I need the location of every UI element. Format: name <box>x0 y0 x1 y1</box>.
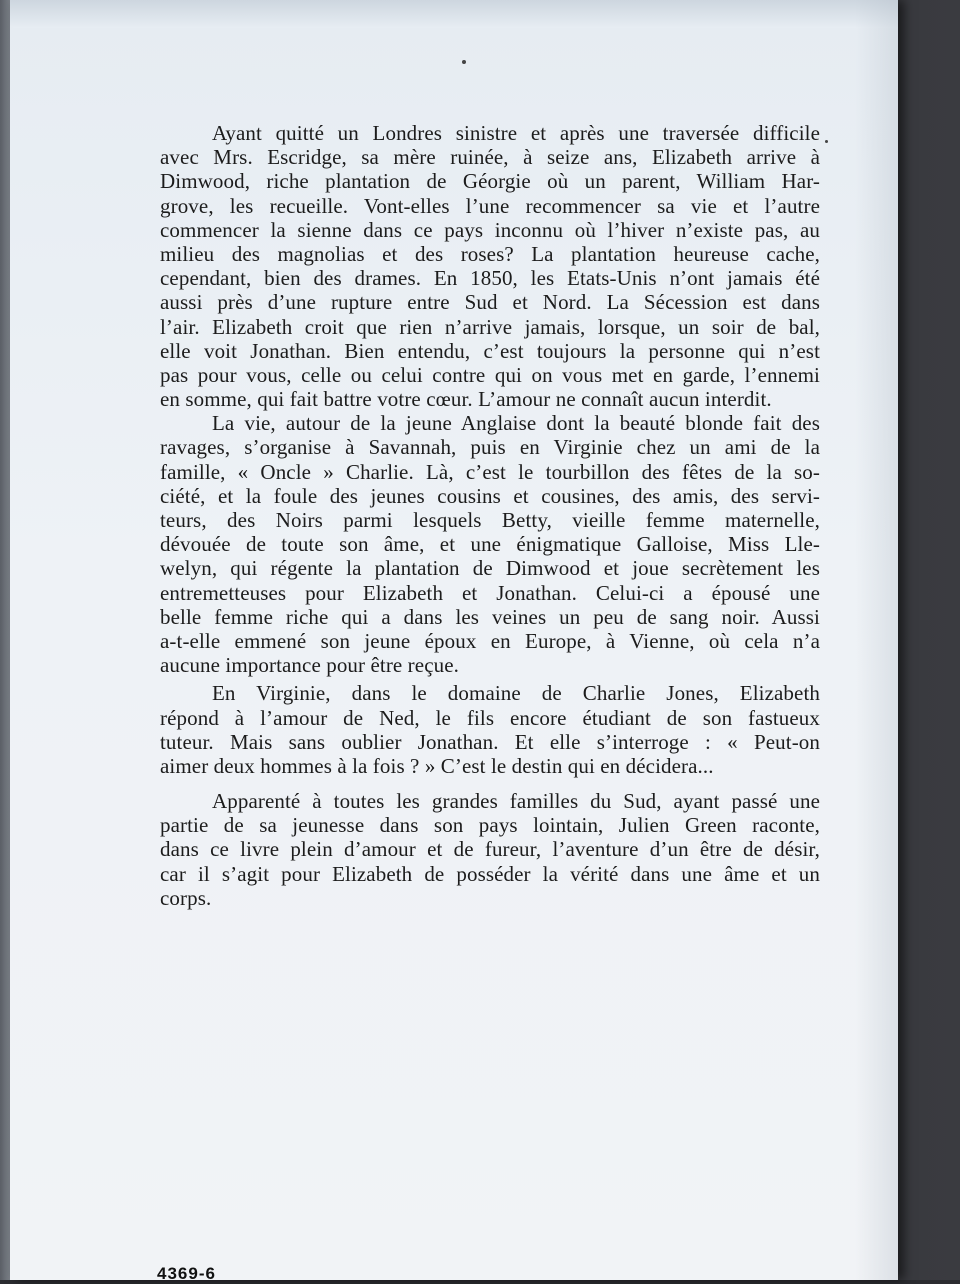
text-line: corps. <box>160 885 212 910</box>
text-line: en somme, qui fait battre votre cœur. L’amour ne connaît aucun interdit. <box>160 387 772 412</box>
isbn-fragment: 4369-6 <box>157 1264 216 1283</box>
text-line: l’air. Elizabeth croit que rien n’arrive jamais, lorsque, un soir de bal, <box>160 314 820 339</box>
text-line: teurs, des Noirs parmi lesquels Betty, vieille femme maternelle, <box>160 508 820 532</box>
blurb-text <box>160 121 820 910</box>
text-line: dévouée de toute son âme, et une énigmatique Galloise, Miss Lle- <box>160 532 820 557</box>
text-line: dans ce livre plein d’amour et de fureur, l’aventure d’un être de désir, <box>160 837 820 862</box>
text-line: En Virginie, dans le domaine de Charlie Jones, Elizabeth <box>212 681 820 706</box>
text-line: a-t-elle emmené son jeune époux en Europe, à Vienne, où cela n’a <box>160 628 820 653</box>
text-line: grove, les recueille. Vont-elles l’une recommencer sa vie et l’autre <box>160 193 820 218</box>
text-line: Apparenté à toutes les grandes familles du Sud, ayant passé une <box>212 789 820 814</box>
dust-speck <box>825 140 828 143</box>
text-line: La vie, autour de la jeune Anglaise dont la beauté blonde fait des <box>212 411 820 436</box>
cover-right-shade <box>855 0 898 1280</box>
dust-speck <box>462 60 466 64</box>
text-line: entremetteuses pour Elizabeth et Jonathan. Celui-ci a épousé une <box>160 580 820 605</box>
text-line: aucune importance pour être reçue. <box>160 653 459 678</box>
text-line: belle femme riche qui a dans les veines un peu de sang noir. Aussi <box>160 604 820 629</box>
text-line: Ayant quitté un Londres sinistre et après une traversée difficile <box>212 121 820 145</box>
text-line: tuteur. Mais sans oublier Jonathan. Et elle s’interroge : « Peut-on <box>160 729 820 754</box>
text-line: milieu des magnolias et des roses? La plantation heureuse cache, <box>160 241 820 266</box>
text-line: cependant, bien des drames. En 1850, les Etats-Unis n’ont jamais été <box>160 266 820 291</box>
text-line: aussi près d’une rupture entre Sud et Nord. La Sécession est dans <box>160 290 820 315</box>
text-line: famille, « Oncle » Charlie. Là, c’est le tourbillon des fêtes de la so- <box>160 459 820 484</box>
text-line: ciété, et la foule des jeunes cousins et cousines, des amis, des servi- <box>160 483 820 508</box>
text-line: commencer la sienne dans ce pays inconnu où l’hiver n’existe pas, au <box>160 217 820 242</box>
paragraph-gap <box>160 778 820 789</box>
text-line: pas pour vous, celle ou celui contre qui on vous met en garde, l’ennemi <box>160 362 820 387</box>
text-line: ravages, s’organise à Savannah, puis en Virginie chez un ami de la <box>160 435 820 460</box>
text-line: welyn, qui régente la plantation de Dimwood et joue secrètement les <box>160 556 820 581</box>
text-line: partie de sa jeunesse dans son pays lointain, Julien Green raconte, <box>160 813 820 838</box>
text-line: car il s’agit pour Elizabeth de posséder la vérité dans une âme et un <box>160 861 820 886</box>
text-line: aimer deux hommes à la fois ? » C’est le destin qui en décidera... <box>160 753 714 778</box>
text-line: elle voit Jonathan. Bien entendu, c’est toujours la personne qui n’est <box>160 338 820 363</box>
text-line: avec Mrs. Escridge, sa mère ruinée, à seize ans, Elizabeth arrive à <box>160 145 820 170</box>
text-line: répond à l’amour de Ned, le fils encore étudiant de son fastueux <box>160 705 820 730</box>
text-line: Dimwood, riche plantation de Géorgie où un parent, William Har- <box>160 169 820 194</box>
cover-top-fold <box>10 0 898 28</box>
